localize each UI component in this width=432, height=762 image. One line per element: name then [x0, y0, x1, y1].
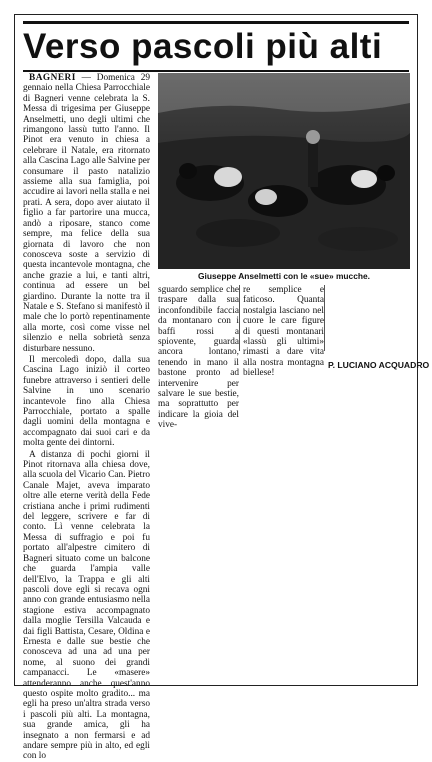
- article-column-middle-2: [243, 285, 324, 379]
- photo-image: [158, 73, 410, 269]
- author-signature: P. LUCIANO ACQUADRO: [328, 360, 430, 370]
- photo-caption: Giuseppe Anselmetti con le «sue» mucche.: [198, 271, 370, 281]
- column-rule: [239, 285, 240, 351]
- photo-man-with-cows: [158, 73, 410, 269]
- column-rule: [324, 285, 325, 351]
- headline-bar: [23, 21, 409, 72]
- paragraph-1-text: — Domenica 29 gennaio nella Chiesa Parrocchiale di Bagneri venne celebrata la S. Messa di trigesima per Giuseppe Anselmetti, uno degli ultimi che rimangono lassù tutto l'anno. Il Pinot era venuto in chiesa a celebrare il Natale, era ritornato alla Cascina Lago alle Salvine per consumare il pasto natalizio assieme alla sua famiglia, poi accudire ai lavori nella stalla e nei prati. A sera, dopo aver aiutato il figlio a far partorire una mucca, andò a riposare, stanco come sempre, ma felice della sua giornata di lavoro che non conosceva soste a servizio di questa incantevole montagna, che anche grazie a lui, e tanti altri, continua ad essere un bel giardino. Durante la notte tra il Natale e S. Stefano si manifestò il male che lo portò repentinamente alla morte, così come visse nel silenzio e nella sobrietà senza disturbare nessuno.: [23, 73, 150, 354]
- headline: Verso pascoli più alti: [23, 27, 383, 66]
- article-paragraph-2: Il mercoledì dopo, dalla sua Cascina Lago iniziò il corteo funebre attraverso i sentieri delle Salvine in uno scenario incantevole fino alla Chiesa Parrocchiale, portato a spalle dagli uomini della montagna e accompagnato dai suoi cari e da molta gente dei dintorni.: [23, 354, 150, 449]
- continued-text-2: re semplice e faticoso. Quanta nostalgia lasciano nel cuore le care figure di questi montanari «lassù gli ultimi» rimasti a dare vita alla nostra montagna biellese!: [243, 285, 324, 379]
- article-column-left: [23, 73, 150, 762]
- article-column-middle-1: [158, 285, 239, 431]
- article-paragraph-3: A distanza di pochi giorni il Pinot ritornava alla chiesa dove, alla scuola del Vicario Can. Pietro Canale Majet, aveva imparato oltre alle eterne verità della Fede cristiana anche i primi rudimenti del leggere, scrivere e far di conto. Lì venne celebrata la Messa di suffragio e poi fu portato all'alpestre cimitero di Bagneri situato come un balcone che guarda l'ampia valle dell'Elvo, la Trappa e gli alti pascoli dove egli si recava ogni anno con grande entusiasmo nella stagione estiva accompagnato dalla moglie Tersilla Valcauda e dai figli Battista, Cesare, Oldina e Ernesta e dalle sue bestie che conosceva ad una ad una per nome, al suono dei grandi campanacci. Le «masere» attenderanno anche quest'anno questo ospite molto gradito... ma egli ha preso un'altra strada verso i pascoli più alti. La montagna, sua grande amica, gli ha insegnato a non fermarsi e ad andare sempre più in alto, ed egli con lo: [23, 449, 150, 762]
- article-paragraph-1: [23, 73, 150, 354]
- dateline: BAGNERI: [29, 73, 76, 83]
- newspaper-clipping: [14, 14, 430, 762]
- continued-text-1: sguardo semplice che traspare dalla sua inconfondibile faccia da montanaro con i baffi rossi a spiovente, guarda ancora lontano, tenendo in mano il bastone pronto ad intervenire per salvare le sue bestie, ma soprattutto per indicare la gioia del vive-: [158, 285, 239, 431]
